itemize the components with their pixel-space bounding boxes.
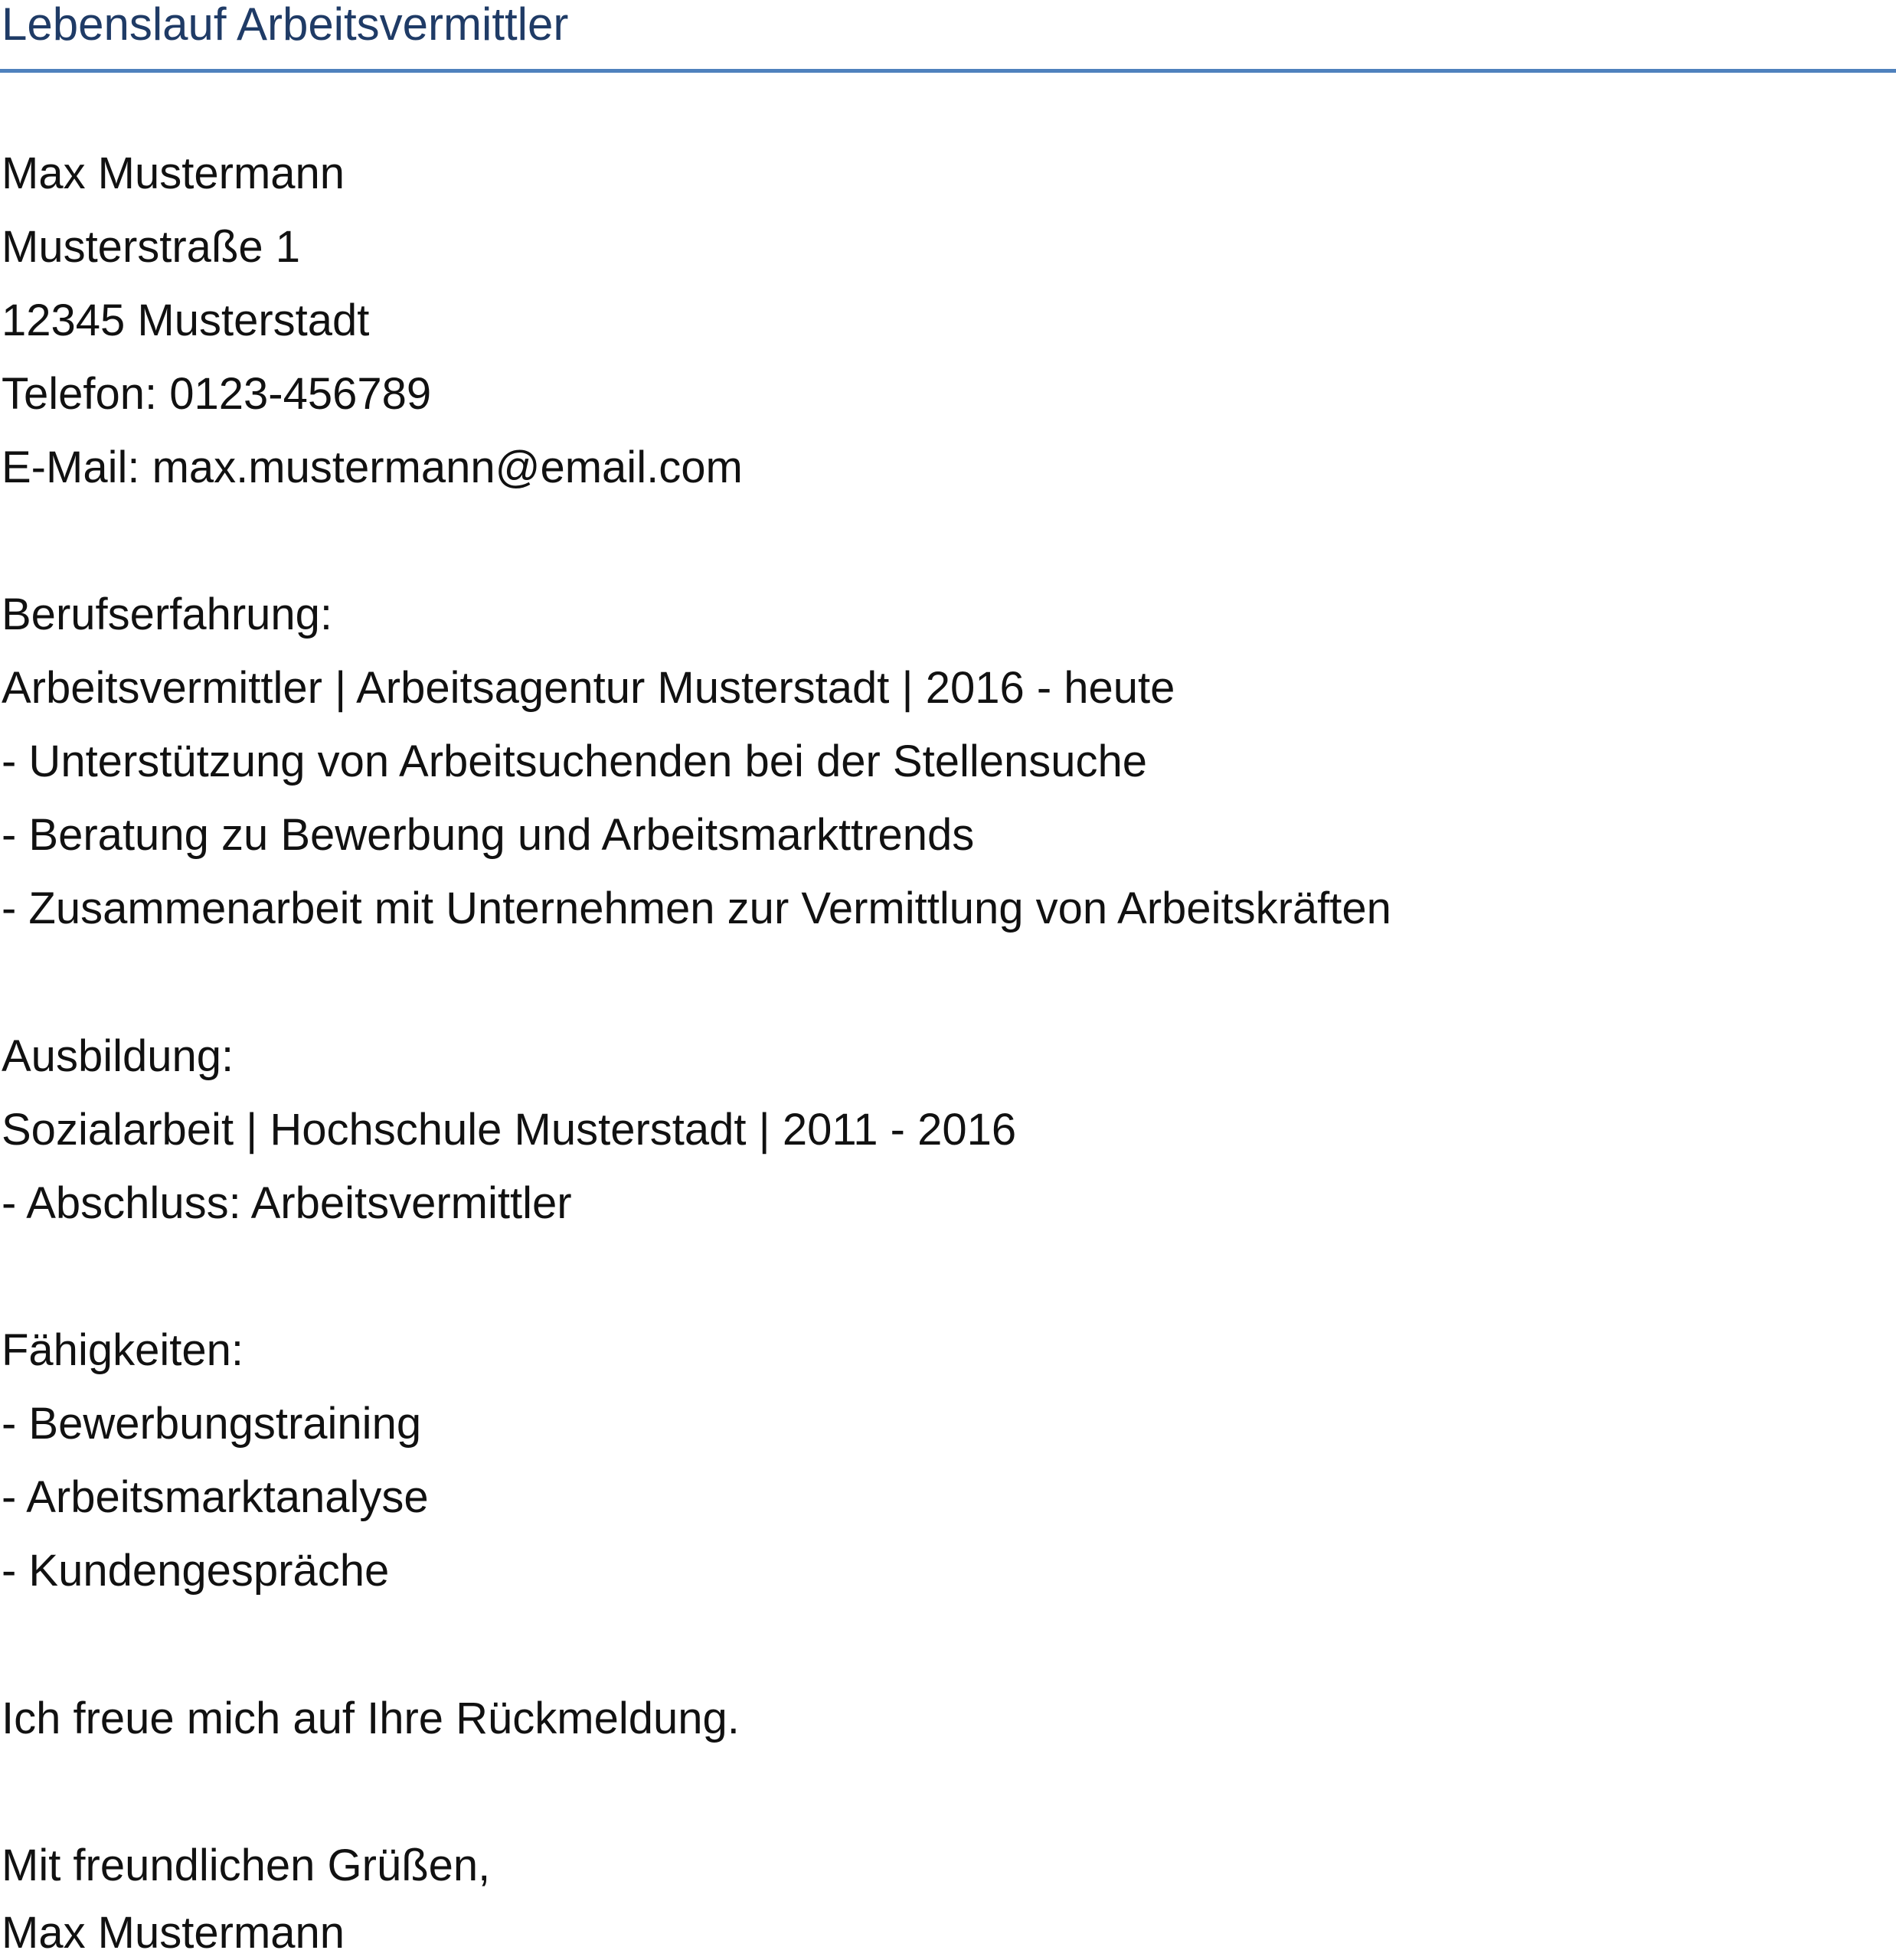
contact-phone: Telefon: 0123-456789 — [2, 369, 432, 419]
skills-item: - Kundengespräche — [2, 1546, 390, 1596]
skills-item: - Arbeitsmarktanalyse — [2, 1472, 429, 1522]
title-underline — [0, 69, 1896, 73]
contact-street: Musterstraße 1 — [2, 222, 300, 272]
closing-greeting: Mit freundlichen Grüßen, — [2, 1841, 491, 1890]
closing-signature: Max Mustermann — [2, 1908, 345, 1958]
education-heading: Ausbildung: — [2, 1031, 234, 1081]
closing-statement: Ich freue mich auf Ihre Rückmeldung. — [2, 1694, 740, 1743]
experience-heading: Berufserfahrung: — [2, 590, 333, 639]
contact-name: Max Mustermann — [2, 149, 345, 198]
document-title: Lebenslauf Arbeitsvermittler — [2, 0, 569, 50]
experience-item: - Unterstützung von Arbeitsuchenden bei der Stellensuche — [2, 737, 1148, 786]
education-item: - Abschluss: Arbeitsvermittler — [2, 1178, 572, 1228]
skills-heading: Fähigkeiten: — [2, 1325, 244, 1375]
skills-item: - Bewerbungstraining — [2, 1399, 422, 1449]
education-program: Sozialarbeit | Hochschule Musterstadt | 2011 - 2016 — [2, 1105, 1017, 1155]
experience-position: Arbeitsvermittler | Arbeitsagentur Musterstadt | 2016 - heute — [2, 663, 1175, 713]
contact-email: E-Mail: max.mustermann@email.com — [2, 443, 743, 492]
experience-item: - Beratung zu Bewerbung und Arbeitsmarkttrends — [2, 810, 975, 860]
contact-city: 12345 Musterstadt — [2, 296, 370, 345]
experience-item: - Zusammenarbeit mit Unternehmen zur Vermittlung von Arbeitskräften — [2, 884, 1391, 933]
